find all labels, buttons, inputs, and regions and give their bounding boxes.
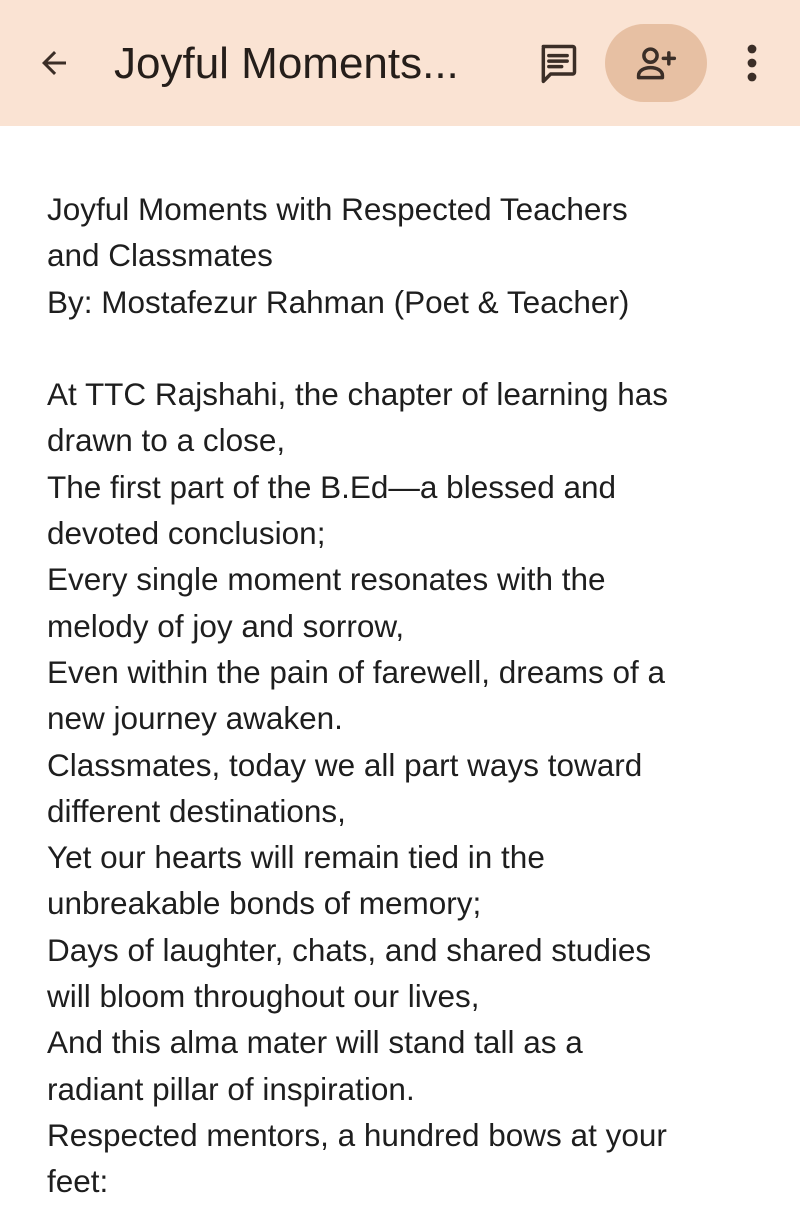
doc-line: Days of laughter, chats, and shared studies — [47, 931, 652, 968]
doc-line: Yet our hearts will remain tied in the — [47, 839, 545, 876]
doc-line: and Classmates — [47, 237, 273, 274]
more-vertical-icon — [744, 43, 760, 83]
doc-line: drawn to a close, — [47, 422, 286, 459]
blank-line — [47, 325, 767, 371]
more-options-button[interactable] — [728, 33, 776, 93]
doc-line: new journey awaken. — [47, 700, 343, 737]
document-body[interactable] — [47, 186, 767, 1205]
doc-line: unbreakable bonds of memory; — [47, 885, 482, 922]
comment-icon — [536, 41, 580, 85]
person-add-icon — [634, 41, 678, 85]
comment-button[interactable] — [528, 33, 588, 93]
share-button[interactable] — [605, 24, 707, 102]
doc-line: The first part of the B.Ed—a blessed and — [47, 468, 617, 505]
doc-line: By: Mostafezur Rahman (Poet & Teacher) — [47, 283, 630, 320]
app-bar — [0, 0, 800, 126]
doc-line: And this alma mater will stand tall as a — [47, 1024, 583, 1061]
doc-line: radiant pillar of inspiration. — [47, 1070, 415, 1107]
doc-line: Every single moment resonates with the — [47, 561, 606, 598]
doc-line: will bloom throughout our lives, — [47, 978, 480, 1015]
doc-line: different destinations, — [47, 792, 346, 829]
arrow-left-icon — [36, 45, 72, 81]
doc-line: At TTC Rajshahi, the chapter of learning has — [47, 376, 669, 413]
doc-line: Respected mentors, a hundred bows at your — [47, 1116, 667, 1153]
doc-line: devoted conclusion; — [47, 515, 326, 552]
back-button[interactable] — [24, 33, 84, 93]
doc-line: Even within the pain of farewell, dreams of a — [47, 653, 666, 690]
doc-line: Joyful Moments with Respected Teachers — [47, 191, 628, 227]
doc-line: melody of joy and sorrow, — [47, 607, 405, 644]
doc-line: Classmates, today we all part ways toward — [47, 746, 643, 783]
doc-line: feet: — [47, 1163, 109, 1200]
document-title: Joyful Moments... — [114, 39, 459, 88]
